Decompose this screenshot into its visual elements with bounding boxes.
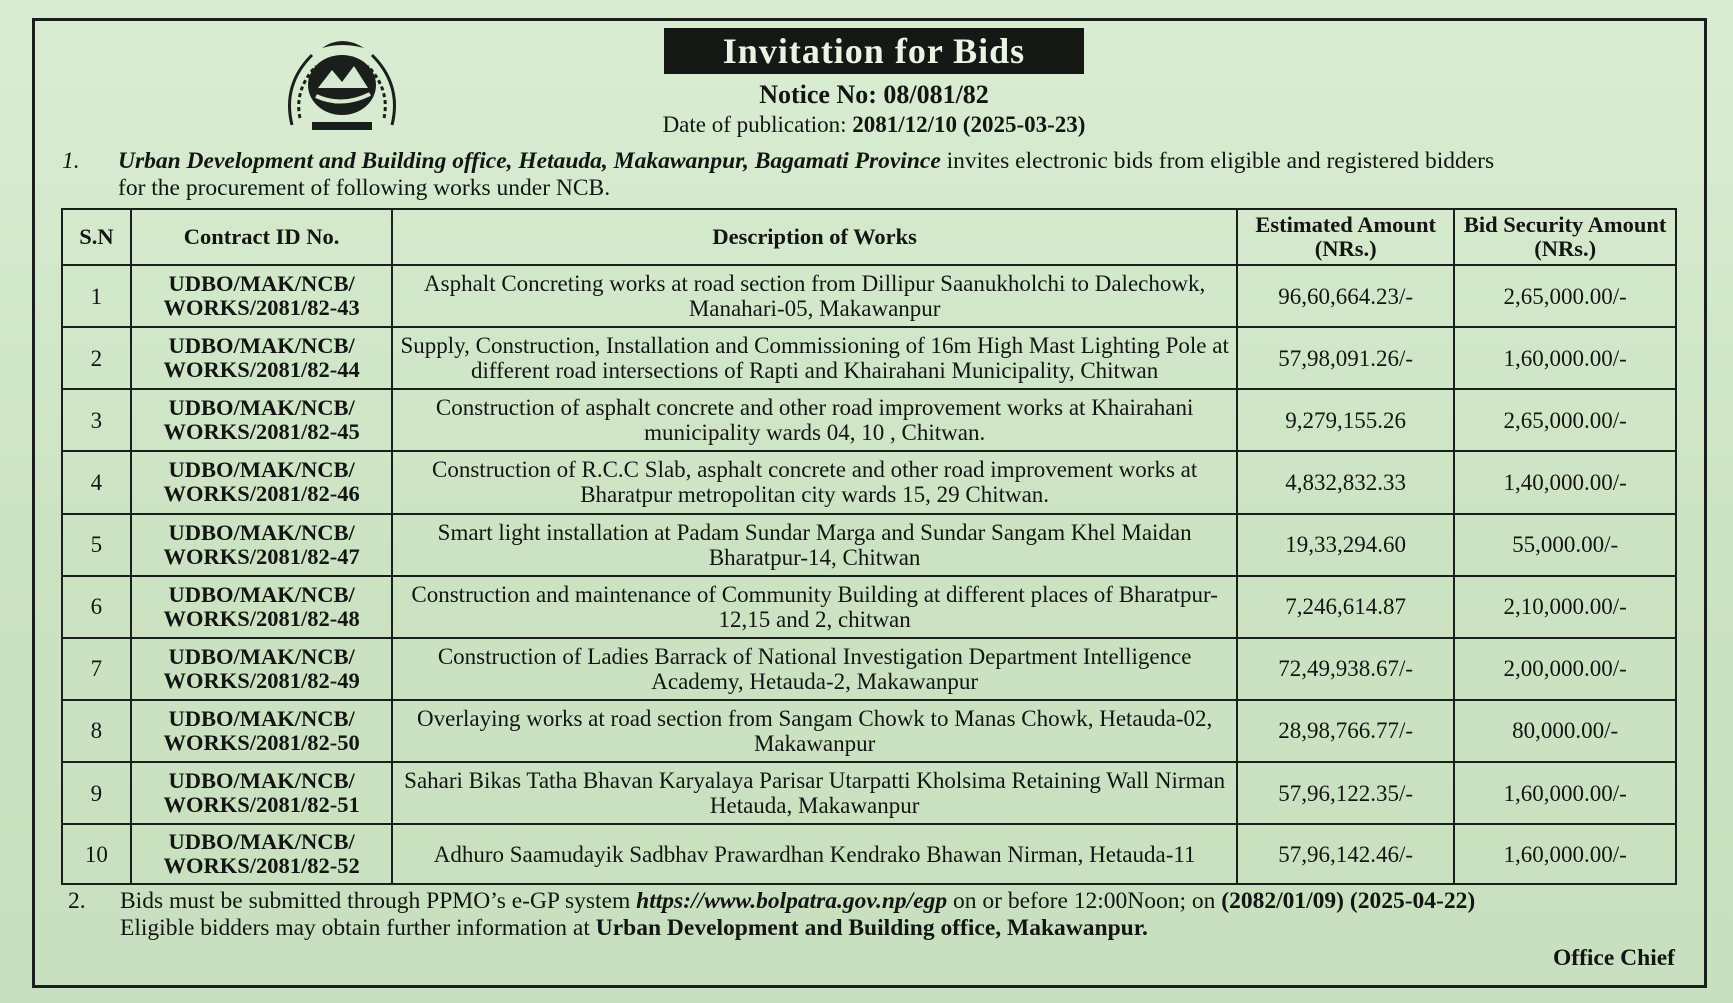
cell-bid-security: 2,10,000.00/- <box>1454 576 1676 638</box>
cell-estimated-amount: 9,279,155.26 <box>1237 389 1454 451</box>
further-info-text: Eligible bidders may obtain further information at <box>120 915 590 941</box>
contract-id-line-2: WORKS/2081/82-47 <box>163 543 360 569</box>
cell-bid-security: 2,65,000.00/- <box>1454 389 1676 451</box>
contract-id-line-2: WORKS/2081/82-51 <box>163 792 360 818</box>
cell-sn: 10 <box>62 824 131 884</box>
submission-paragraph <box>68 888 1688 942</box>
contract-id-line-2: WORKS/2081/82-45 <box>163 419 360 445</box>
page-title: Invitation for Bids <box>664 28 1084 74</box>
table-header-row <box>62 209 1676 265</box>
table-row <box>62 265 1676 327</box>
cell-description: Adhuro Saamudayik Sadbhav Prawardhan Kendrako Bhawan Nirman, Hetauda-11 <box>392 824 1237 884</box>
cell-description: Construction of Ladies Barrack of National Investigation Department Intelligence Academy, Hetauda-2, Makawanpur <box>392 638 1237 700</box>
cell-description: Overlaying works at road section from Sangam Chowk to Manas Chowk, Hetauda-02, Makawanpur <box>392 700 1237 762</box>
works-table <box>61 208 1677 885</box>
cell-estimated-amount: 96,60,664.23/- <box>1237 265 1454 327</box>
table-row <box>62 327 1676 389</box>
egp-link[interactable]: https://www.bolpatra.gov.np/egp <box>636 888 948 914</box>
contract-id-line-2: WORKS/2081/82-48 <box>163 605 360 631</box>
table-row <box>62 514 1676 576</box>
column-header-contract-id: Contract ID No. <box>131 209 392 265</box>
paragraph-number: 1. <box>62 148 80 174</box>
cell-contract-id <box>131 327 392 389</box>
contract-id-line-1: UDBO/MAK/NCB/ <box>168 333 355 359</box>
publication-date <box>540 112 1208 138</box>
contract-id-line-2: WORKS/2081/82-50 <box>163 729 360 755</box>
table-row <box>62 451 1676 513</box>
cell-estimated-amount: 4,832,832.33 <box>1237 451 1454 513</box>
contract-id-line-1: UDBO/MAK/NCB/ <box>168 643 355 669</box>
cell-contract-id <box>131 451 392 513</box>
publication-date-value: 2081/12/10 (2025-03-23) <box>852 112 1086 137</box>
cell-description: Smart light installation at Padam Sundar Marga and Sundar Sangam Khel Maidan Bharatpur-14, Chitwan <box>392 514 1237 576</box>
contact-office: Urban Development and Building office, Makawanpur. <box>595 915 1148 941</box>
cell-sn: 7 <box>62 638 131 700</box>
contract-id-line-1: UDBO/MAK/NCB/ <box>168 519 355 545</box>
contract-id-line-1: UDBO/MAK/NCB/ <box>168 271 355 297</box>
cell-estimated-amount: 19,33,294.60 <box>1237 514 1454 576</box>
intro-paragraph <box>62 148 1687 202</box>
cell-estimated-amount: 72,49,938.67/- <box>1237 638 1454 700</box>
cell-estimated-amount: 57,96,122.35/- <box>1237 762 1454 824</box>
cell-contract-id <box>131 762 392 824</box>
cell-contract-id <box>131 265 392 327</box>
contract-id-line-1: UDBO/MAK/NCB/ <box>168 395 355 421</box>
cell-contract-id <box>131 576 392 638</box>
cell-contract-id <box>131 700 392 762</box>
further-info-line <box>68 915 1688 942</box>
contract-id-line-1: UDBO/MAK/NCB/ <box>168 829 355 855</box>
cell-contract-id <box>131 824 392 884</box>
cell-bid-security: 55,000.00/- <box>1454 514 1676 576</box>
cell-sn: 1 <box>62 265 131 327</box>
cell-estimated-amount: 7,246,614.87 <box>1237 576 1454 638</box>
column-header-sn: S.N <box>62 209 131 265</box>
intro-text: invites electronic bids from eligible and registered bidders <box>946 148 1495 174</box>
contract-id-line-1: UDBO/MAK/NCB/ <box>168 457 355 483</box>
cell-sn: 3 <box>62 389 131 451</box>
contract-id-line-2: WORKS/2081/82-46 <box>163 481 360 507</box>
cell-bid-security: 2,00,000.00/- <box>1454 638 1676 700</box>
cell-contract-id <box>131 638 392 700</box>
column-header-estimated-amount: Estimated Amount (NRs.) <box>1237 209 1454 265</box>
cell-bid-security: 1,60,000.00/- <box>1454 762 1676 824</box>
nepal-emblem-icon <box>272 30 412 140</box>
contract-id-line-2: WORKS/2081/82-52 <box>163 853 360 879</box>
cell-estimated-amount: 57,96,142.46/- <box>1237 824 1454 884</box>
notice-number: Notice No: 08/081/82 <box>759 80 989 109</box>
cell-sn: 8 <box>62 700 131 762</box>
signature-office-chief: Office Chief <box>1552 945 1675 971</box>
cell-contract-id <box>131 389 392 451</box>
column-header-description: Description of Works <box>392 209 1237 265</box>
contract-id-line-2: WORKS/2081/82-44 <box>163 357 360 383</box>
contract-id-line-1: UDBO/MAK/NCB/ <box>168 581 355 607</box>
issuing-office: Urban Development and Building office, Hetauda, Makawanpur, Bagamati Province <box>118 148 941 174</box>
table-row <box>62 638 1676 700</box>
table-row <box>62 576 1676 638</box>
cell-bid-security: 1,60,000.00/- <box>1454 327 1676 389</box>
cell-bid-security: 80,000.00/- <box>1454 700 1676 762</box>
cell-sn: 9 <box>62 762 131 824</box>
table-row <box>62 700 1676 762</box>
submission-deadline-text: on or before 12:00Noon; on <box>953 888 1216 914</box>
cell-description: Supply, Construction, Installation and Commissioning of 16m High Mast Lighting Pole at different road intersections of Rapti and Khairahani Municipality, Chitwan <box>392 327 1237 389</box>
table-row <box>62 762 1676 824</box>
cell-estimated-amount: 28,98,766.77/- <box>1237 700 1454 762</box>
cell-sn: 2 <box>62 327 131 389</box>
contract-id-line-1: UDBO/MAK/NCB/ <box>168 768 355 794</box>
cell-description: Construction of asphalt concrete and other road improvement works at Khairahani municipality wards 04, 10 , Chitwan. <box>392 389 1237 451</box>
intro-text-continued: for the procurement of following works under NCB. <box>118 175 611 201</box>
cell-bid-security: 2,65,000.00/- <box>1454 265 1676 327</box>
submission-deadline: (2082/01/09) (2025-04-22) <box>1221 888 1476 914</box>
contract-id-line-2: WORKS/2081/82-43 <box>163 295 360 321</box>
submission-text: Bids must be submitted through PPMO’s e-GP system <box>120 888 631 914</box>
cell-sn: 4 <box>62 451 131 513</box>
table-row <box>62 389 1676 451</box>
cell-description: Asphalt Concreting works at road section from Dillipur Saanukholchi to Dalechowk, Manahari-05, Makawanpur <box>392 265 1237 327</box>
contract-id-line-2: WORKS/2081/82-49 <box>163 667 360 693</box>
cell-estimated-amount: 57,98,091.26/- <box>1237 327 1454 389</box>
cell-description: Sahari Bikas Tatha Bhavan Karyalaya Parisar Utarpatti Kholsima Retaining Wall Nirman Hetauda, Makawanpur <box>392 762 1237 824</box>
cell-description: Construction and maintenance of Community Building at different places of Bharatpur-12,15 and 2, chitwan <box>392 576 1237 638</box>
cell-bid-security: 1,40,000.00/- <box>1454 451 1676 513</box>
cell-bid-security: 1,60,000.00/- <box>1454 824 1676 884</box>
cell-contract-id <box>131 514 392 576</box>
contract-id-line-1: UDBO/MAK/NCB/ <box>168 705 355 731</box>
publication-date-label: Date of publication: <box>662 112 847 137</box>
column-header-bid-security: Bid Security Amount (NRs.) <box>1454 209 1676 265</box>
cell-sn: 5 <box>62 514 131 576</box>
cell-description: Construction of R.C.C Slab, asphalt concrete and other road improvement works at Bharatpur metropolitan city wards 15, 29 Chitwan. <box>392 451 1237 513</box>
paragraph-number: 2. <box>68 888 86 914</box>
table-row <box>62 824 1676 884</box>
cell-sn: 6 <box>62 576 131 638</box>
